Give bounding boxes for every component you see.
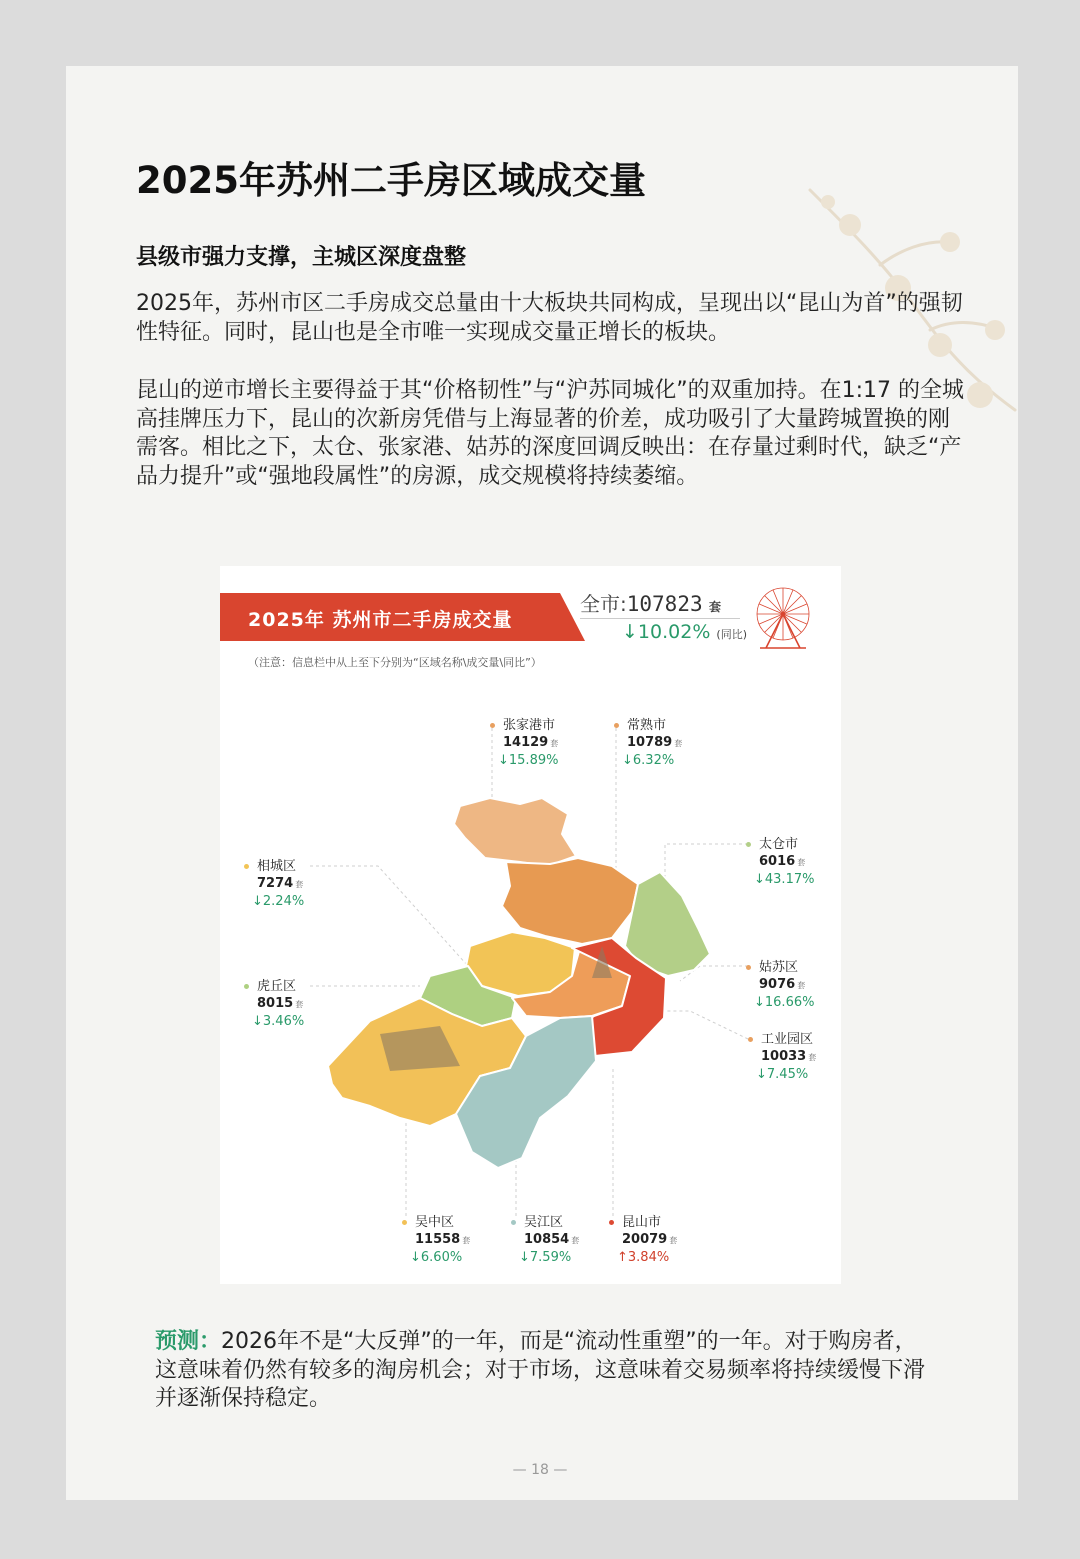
district-label xyxy=(746,836,814,888)
district-map xyxy=(220,566,841,1284)
district-change: ↓7.59% xyxy=(519,1250,572,1265)
district-label xyxy=(244,858,304,910)
suzhou-map-infographic xyxy=(220,566,841,1284)
ferris-wheel-icon xyxy=(750,584,816,650)
city-total-label: 全市: xyxy=(580,592,627,616)
district-change: ↓6.32% xyxy=(622,753,675,768)
district-name: 姑苏区 xyxy=(746,960,798,975)
district-label xyxy=(511,1214,579,1266)
district-label xyxy=(244,978,304,1030)
district-label xyxy=(609,1214,677,1266)
district-volume: 20079 套 xyxy=(622,1232,678,1247)
district-volume: 9076 套 xyxy=(759,977,806,992)
page-title: 2025年苏州二手房区域成交量 xyxy=(136,159,646,202)
district-volume: 14129 套 xyxy=(503,735,559,750)
district-change: ↓3.46% xyxy=(252,1014,305,1029)
total-divider xyxy=(580,618,740,619)
district-volume: 10033 套 xyxy=(761,1049,817,1064)
city-total-change-note: (同比) xyxy=(716,628,748,641)
district-name: 虎丘区 xyxy=(244,979,296,994)
district-name: 太仓市 xyxy=(746,837,798,852)
district-change: ↓43.17% xyxy=(754,872,815,887)
district-change: ↓15.89% xyxy=(498,753,559,768)
district-change: ↓6.60% xyxy=(410,1250,463,1265)
district-label xyxy=(490,717,558,769)
page-number: — 18 — xyxy=(512,1462,568,1478)
district-volume: 8015 套 xyxy=(257,996,304,1011)
city-total-change-value: ↓10.02% xyxy=(622,621,711,643)
infographic-title: 2025年 苏州市二手房成交量 xyxy=(248,609,513,631)
city-total-value: 107823 xyxy=(626,592,703,616)
district-name: 吴中区 xyxy=(402,1215,454,1230)
forecast-paragraph xyxy=(155,1328,935,1414)
city-total-change xyxy=(622,621,747,643)
district-name: 昆山市 xyxy=(609,1215,661,1230)
district-change: ↑3.84% xyxy=(617,1250,670,1265)
district-name: 吴江区 xyxy=(511,1215,563,1230)
city-total-unit: 套 xyxy=(708,600,721,614)
district-volume: 11558 套 xyxy=(415,1232,471,1247)
body-paragraph-1: 2025年，苏州市区二手房成交总量由十大板块共同构成，呈现出以“昆山为首”的强韧性特征。同时，昆山也是全市唯一实现成交量正增长的板块。 xyxy=(136,291,963,345)
district-change: ↓2.24% xyxy=(252,894,305,909)
district-label xyxy=(748,1031,816,1083)
district-volume: 6016 套 xyxy=(759,854,806,869)
district-label xyxy=(402,1214,470,1266)
district-name: 常熟市 xyxy=(614,718,666,733)
district-label xyxy=(746,959,814,1011)
district-label xyxy=(614,717,682,769)
district-name: 张家港市 xyxy=(490,718,555,733)
district-volume: 7274 套 xyxy=(257,876,304,891)
district-volume: 10854 套 xyxy=(524,1232,580,1247)
district-change: ↓7.45% xyxy=(756,1067,809,1082)
city-total xyxy=(580,588,721,617)
forecast-label: 预测： xyxy=(155,1329,222,1354)
district-change: ↓16.66% xyxy=(754,995,815,1010)
district-volume: 10789 套 xyxy=(627,735,683,750)
forecast-text: 2026年不是“大反弹”的一年，而是“流动性重塑”的一年。对于购房者，这意味着仍然有较多的淘房机会；对于市场，这意味着交易频率将持续缓慢下滑并逐渐保持稳定。 xyxy=(155,1329,926,1411)
section-subtitle: 县级市强力支撑，主城区深度盘整 xyxy=(136,245,467,270)
body-paragraph-2: 昆山的逆市增长主要得益于其“价格韧性”与“沪苏同城化”的双重加持。在1:17 的全城高挂牌压力下，昆山的次新房凭借与上海显著的价差，成功吸引了大量跨城置换的刚需客。相比之下，太仓、张家港、姑苏的深度回调反映出：在存量过剩时代，缺乏“产品力提升”或“强地段属性”的房源，成交规模将持续萎缩。 xyxy=(136,378,964,489)
legend-note: （注意：信息栏中从上至下分别为“区域名称\成交量\同比”） xyxy=(248,656,542,669)
district-name: 相城区 xyxy=(244,859,296,874)
district-name: 工业园区 xyxy=(748,1032,813,1047)
